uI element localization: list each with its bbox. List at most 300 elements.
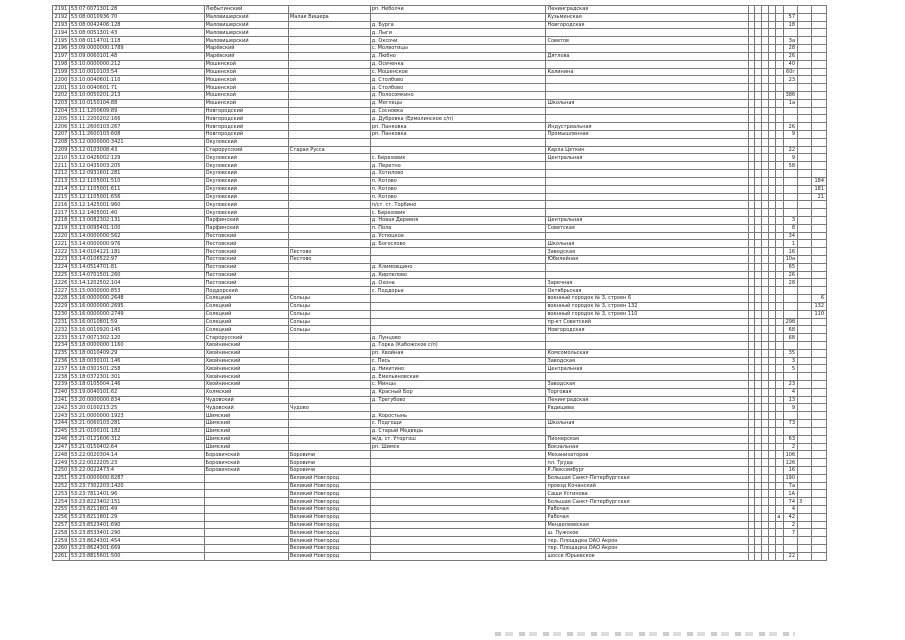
city-cell: Боровичи xyxy=(288,466,370,474)
cadastral-number-cell: 53:18:0301501:258 xyxy=(69,365,204,373)
street-cell: Большая Санкт-Петербургская xyxy=(546,474,748,482)
settlement-cell: рп. Хвойная xyxy=(370,349,546,357)
city-cell xyxy=(288,263,370,271)
extra-cell xyxy=(769,185,776,193)
district-cell: Мошенской xyxy=(204,76,288,84)
building-cell xyxy=(812,381,827,389)
cadastral-number-cell: 53:23:7302203:1420 xyxy=(69,482,204,490)
table-row xyxy=(53,177,827,185)
district-cell: Окуловский xyxy=(204,162,288,170)
cadastral-number-cell: 53:16:0000000:2749 xyxy=(69,310,204,318)
table-body xyxy=(53,6,827,561)
extra-cell xyxy=(761,506,768,514)
table-row xyxy=(53,513,827,521)
district-cell: Новгородский xyxy=(204,131,288,139)
settlement-cell xyxy=(370,474,546,482)
extra-cell xyxy=(754,29,761,37)
row-number-cell: 2247 xyxy=(53,443,70,451)
extra-cell xyxy=(798,138,812,146)
extra-cell xyxy=(761,123,768,131)
cadastral-number-cell: 53:10:0050201:213 xyxy=(69,91,204,99)
street-cell: тер. Площадка ОАО Акрон xyxy=(546,537,748,545)
building-cell xyxy=(812,271,827,279)
extra-cell xyxy=(798,185,812,193)
district-cell: Шимский xyxy=(204,412,288,420)
extra-cell xyxy=(754,521,761,529)
table-row xyxy=(53,396,827,404)
city-cell xyxy=(288,365,370,373)
extra-cell xyxy=(761,232,768,240)
street-cell: Ленинградская xyxy=(546,396,748,404)
extra-cell xyxy=(754,240,761,248)
extra-cell xyxy=(754,209,761,217)
table-row xyxy=(53,37,827,45)
extra-cell xyxy=(761,162,768,170)
extra-cell xyxy=(798,459,812,467)
extra-cell xyxy=(776,287,783,295)
extra-cell xyxy=(754,131,761,139)
extra-cell xyxy=(776,248,783,256)
settlement-cell xyxy=(370,529,546,537)
settlement-cell: д. Старый Медведь xyxy=(370,427,546,435)
extra-cell xyxy=(776,459,783,467)
table-row xyxy=(53,216,827,224)
building-cell xyxy=(812,513,827,521)
building-cell xyxy=(812,248,827,256)
street-cell xyxy=(546,60,748,68)
street-cell: Механизаторов xyxy=(546,451,748,459)
table-row xyxy=(53,201,827,209)
extra-cell xyxy=(754,490,761,498)
district-cell xyxy=(204,545,288,553)
street-cell: Советская xyxy=(546,224,748,232)
extra-cell xyxy=(754,185,761,193)
house-number-cell: 7 xyxy=(783,529,797,537)
row-number-cell: 2221 xyxy=(53,240,70,248)
extra-cell xyxy=(798,256,812,264)
extra-cell xyxy=(769,13,776,21)
house-number-cell: 9 xyxy=(783,404,797,412)
extra-cell xyxy=(769,302,776,310)
table-row xyxy=(53,334,827,342)
settlement-cell: д. Богослово xyxy=(370,240,546,248)
city-cell xyxy=(288,21,370,29)
district-cell: Солецкий xyxy=(204,302,288,310)
extra-cell xyxy=(769,209,776,217)
street-cell: Центральная xyxy=(546,365,748,373)
table-row xyxy=(53,76,827,84)
table-row xyxy=(53,45,827,53)
extra-cell xyxy=(761,256,768,264)
city-cell xyxy=(288,427,370,435)
street-cell xyxy=(546,170,748,178)
building-cell xyxy=(812,521,827,529)
city-cell xyxy=(288,396,370,404)
district-cell: Маловишерский xyxy=(204,21,288,29)
settlement-cell xyxy=(370,459,546,467)
table-row xyxy=(53,404,827,412)
cadastral-number-cell: 53:22:0022473:4 xyxy=(69,466,204,474)
settlement-cell: д. Новая Деревня xyxy=(370,216,546,224)
row-number-cell: 2201 xyxy=(53,84,70,92)
settlement-cell: д. Никитино xyxy=(370,365,546,373)
extra-cell xyxy=(776,334,783,342)
district-cell: Чудовский xyxy=(204,396,288,404)
house-number-cell: 74 xyxy=(783,498,797,506)
extra-cell xyxy=(798,412,812,420)
extra-cell xyxy=(798,146,812,154)
extra-cell xyxy=(776,177,783,185)
building-cell xyxy=(812,91,827,99)
street-cell: ш. Лужское xyxy=(546,529,748,537)
cadastral-number-cell: 53:18:0030101:146 xyxy=(69,357,204,365)
street-cell: Менделеевская xyxy=(546,521,748,529)
street-cell xyxy=(546,29,748,37)
street-cell xyxy=(546,209,748,217)
house-number-cell: 18 xyxy=(783,21,797,29)
building-cell: 6 xyxy=(812,295,827,303)
cadastral-number-cell: 53:09:0060101:48 xyxy=(69,52,204,60)
district-cell: Хвойнинский xyxy=(204,365,288,373)
street-cell: Рабочая xyxy=(546,506,748,514)
district-cell: Шимский xyxy=(204,435,288,443)
settlement-cell: д. Бурга xyxy=(370,21,546,29)
extra-cell: а xyxy=(776,513,783,521)
cadastral-number-cell: 53:12:1425001:960 xyxy=(69,201,204,209)
settlement-cell: д. Столбово xyxy=(370,76,546,84)
extra-cell xyxy=(754,91,761,99)
house-number-cell xyxy=(783,84,797,92)
extra-cell xyxy=(776,381,783,389)
extra-cell xyxy=(769,310,776,318)
settlement-cell xyxy=(370,521,546,529)
house-number-cell xyxy=(783,209,797,217)
city-cell xyxy=(288,131,370,139)
city-cell: Великий Новгород xyxy=(288,482,370,490)
settlement-cell: с. Молвотицы xyxy=(370,45,546,53)
extra-cell xyxy=(776,201,783,209)
settlement-cell: с. Поддорье xyxy=(370,287,546,295)
house-number-cell: 3а xyxy=(783,37,797,45)
extra-cell xyxy=(761,248,768,256)
extra-cell xyxy=(776,326,783,334)
building-cell: 110 xyxy=(812,310,827,318)
extra-cell xyxy=(769,107,776,115)
extra-cell xyxy=(798,388,812,396)
extra-cell xyxy=(769,490,776,498)
extra-cell xyxy=(769,506,776,514)
house-number-cell xyxy=(783,185,797,193)
extra-cell xyxy=(761,76,768,84)
extra-cell xyxy=(798,318,812,326)
extra-cell xyxy=(761,177,768,185)
extra-cell xyxy=(776,404,783,412)
cadastral-number-cell: 53:12:0931601:281 xyxy=(69,170,204,178)
street-cell xyxy=(546,373,748,381)
row-number-cell: 2255 xyxy=(53,506,70,514)
settlement-cell: д. Горка (Кабожское с/п) xyxy=(370,341,546,349)
city-cell: Великий Новгород xyxy=(288,552,370,560)
table-row xyxy=(53,373,827,381)
extra-cell xyxy=(798,552,812,560)
street-cell xyxy=(546,185,748,193)
house-number-cell: 3 xyxy=(783,216,797,224)
extra-cell xyxy=(798,310,812,318)
row-number-cell: 2238 xyxy=(53,373,70,381)
extra-cell xyxy=(769,256,776,264)
extra-cell xyxy=(754,21,761,29)
cadastral-number-cell: 53:14:0701501:260 xyxy=(69,271,204,279)
extra-cell xyxy=(769,68,776,76)
table-row xyxy=(53,232,827,240)
building-cell xyxy=(812,13,827,21)
house-number-cell: 23 xyxy=(783,381,797,389)
row-number-cell: 2199 xyxy=(53,68,70,76)
extra-cell xyxy=(761,68,768,76)
extra-cell xyxy=(754,334,761,342)
table-row xyxy=(53,326,827,334)
settlement-cell xyxy=(370,146,546,154)
city-cell xyxy=(288,68,370,76)
table-row xyxy=(53,459,827,467)
extra-cell xyxy=(776,68,783,76)
extra-cell xyxy=(769,248,776,256)
row-number-cell: 2195 xyxy=(53,37,70,45)
building-cell xyxy=(812,45,827,53)
extra-cell xyxy=(754,318,761,326)
extra-cell xyxy=(761,443,768,451)
extra-cell xyxy=(798,99,812,107)
street-cell: Новгородская xyxy=(546,326,748,334)
settlement-cell: д. Хотилово xyxy=(370,170,546,178)
building-cell: 21 xyxy=(812,193,827,201)
cadastral-number-cell: 53:14:0000000:976 xyxy=(69,240,204,248)
table-row xyxy=(53,6,827,14)
street-cell: Торговая xyxy=(546,388,748,396)
extra-cell xyxy=(754,381,761,389)
cadastral-number-cell: 53:23:7811401:96 xyxy=(69,490,204,498)
extra-cell xyxy=(798,404,812,412)
street-cell: Большая Санкт-Петербургская xyxy=(546,498,748,506)
extra-cell xyxy=(769,552,776,560)
cadastral-number-cell: 53:23:8624301:669 xyxy=(69,545,204,553)
house-number-cell: 23 xyxy=(783,76,797,84)
street-cell xyxy=(546,107,748,115)
street-cell: пр-кт Советский xyxy=(546,318,748,326)
extra-cell xyxy=(776,466,783,474)
house-number-cell xyxy=(783,177,797,185)
extra-cell xyxy=(761,131,768,139)
building-cell xyxy=(812,443,827,451)
settlement-cell: с. Березовик xyxy=(370,154,546,162)
extra-cell xyxy=(798,545,812,553)
extra-cell xyxy=(754,302,761,310)
cadastral-number-cell: 53:08:0010936:70 xyxy=(69,13,204,21)
district-cell: Солецкий xyxy=(204,310,288,318)
extra-cell xyxy=(776,115,783,123)
extra-cell xyxy=(754,341,761,349)
row-number-cell: 2219 xyxy=(53,224,70,232)
building-cell: 132 xyxy=(812,302,827,310)
extra-cell xyxy=(754,263,761,271)
extra-cell xyxy=(798,326,812,334)
extra-cell xyxy=(769,396,776,404)
row-number-cell: 2223 xyxy=(53,256,70,264)
extra-cell xyxy=(761,170,768,178)
extra-cell xyxy=(761,420,768,428)
house-number-cell: 2 xyxy=(783,443,797,451)
cadastral-number-cell: 53:11:2600103:608 xyxy=(69,131,204,139)
cadastral-number-cell: 53:20:0000000:834 xyxy=(69,396,204,404)
extra-cell xyxy=(769,29,776,37)
row-number-cell: 2204 xyxy=(53,107,70,115)
row-number-cell: 2256 xyxy=(53,513,70,521)
cadastral-number-cell: 53:22:0020304:14 xyxy=(69,451,204,459)
city-cell xyxy=(288,349,370,357)
extra-cell xyxy=(776,271,783,279)
city-cell: Пестово xyxy=(288,248,370,256)
cadastral-number-cell: 53:21:0121606:312 xyxy=(69,435,204,443)
city-cell xyxy=(288,115,370,123)
extra-cell xyxy=(754,365,761,373)
table-row xyxy=(53,466,827,474)
extra-cell xyxy=(769,545,776,553)
district-cell: Шимский xyxy=(204,427,288,435)
house-number-cell: 190 xyxy=(783,474,797,482)
extra-cell xyxy=(776,45,783,53)
extra-cell xyxy=(776,552,783,560)
extra-cell xyxy=(769,177,776,185)
district-cell: Любытинский xyxy=(204,6,288,14)
street-cell xyxy=(546,271,748,279)
street-cell xyxy=(546,341,748,349)
house-number-cell: 9 xyxy=(783,154,797,162)
extra-cell xyxy=(754,412,761,420)
settlement-cell: д. Оксочи xyxy=(370,37,546,45)
city-cell xyxy=(288,435,370,443)
extra-cell xyxy=(761,279,768,287)
street-cell xyxy=(546,138,748,146)
city-cell xyxy=(288,381,370,389)
extra-cell xyxy=(761,521,768,529)
street-cell: Центральная xyxy=(546,216,748,224)
extra-cell xyxy=(776,60,783,68)
cadastral-number-cell: 53:10:0040601:110 xyxy=(69,76,204,84)
extra-cell xyxy=(754,545,761,553)
street-cell: Калинина xyxy=(546,68,748,76)
house-number-cell: 8 xyxy=(783,224,797,232)
extra-cell xyxy=(761,154,768,162)
house-number-cell: 28 xyxy=(783,45,797,53)
table-row xyxy=(53,521,827,529)
extra-cell xyxy=(761,451,768,459)
building-cell xyxy=(812,279,827,287)
extra-cell xyxy=(776,451,783,459)
extra-cell xyxy=(754,310,761,318)
extra-cell xyxy=(798,91,812,99)
row-number-cell: 2234 xyxy=(53,341,70,349)
house-number-cell xyxy=(783,545,797,553)
cadastral-number-cell: 53:08:0114701:118 xyxy=(69,37,204,45)
extra-cell xyxy=(761,271,768,279)
extra-cell xyxy=(769,373,776,381)
table-row xyxy=(53,248,827,256)
district-cell: Окуловский xyxy=(204,177,288,185)
extra-cell xyxy=(761,466,768,474)
scan-artifact xyxy=(495,632,795,636)
settlement-cell: п. Котово xyxy=(370,177,546,185)
extra-cell xyxy=(761,334,768,342)
extra-cell xyxy=(769,91,776,99)
district-cell: Солецкий xyxy=(204,326,288,334)
table-row xyxy=(53,99,827,107)
extra-cell xyxy=(761,6,768,14)
district-cell: Боровичский xyxy=(204,466,288,474)
street-cell: пл. Труда xyxy=(546,459,748,467)
row-number-cell: 2241 xyxy=(53,396,70,404)
extra-cell xyxy=(754,256,761,264)
row-number-cell: 2237 xyxy=(53,365,70,373)
district-cell: Солецкий xyxy=(204,318,288,326)
table-row xyxy=(53,185,827,193)
extra-cell xyxy=(776,357,783,365)
extra-cell xyxy=(798,373,812,381)
house-number-cell xyxy=(783,115,797,123)
table-row xyxy=(53,412,827,420)
extra-cell xyxy=(798,427,812,435)
table-row xyxy=(53,146,827,154)
building-cell xyxy=(812,170,827,178)
settlement-cell: д. Охона xyxy=(370,279,546,287)
row-number-cell: 2193 xyxy=(53,21,70,29)
building-cell xyxy=(812,506,827,514)
extra-cell xyxy=(798,513,812,521)
settlement-cell xyxy=(370,295,546,303)
district-cell: Старорусский xyxy=(204,334,288,342)
street-cell: Заречная xyxy=(546,279,748,287)
settlement-cell: рп. Неболчи xyxy=(370,6,546,14)
house-number-cell: 10а xyxy=(783,256,797,264)
extra-cell xyxy=(769,427,776,435)
extra-cell xyxy=(769,466,776,474)
extra-cell xyxy=(769,498,776,506)
district-cell: Пестовский xyxy=(204,240,288,248)
street-cell: Вокзальная xyxy=(546,443,748,451)
building-cell xyxy=(812,498,827,506)
district-cell: Хвойнинский xyxy=(204,357,288,365)
settlement-cell: д. Лунцово xyxy=(370,334,546,342)
district-cell: Хвойнинский xyxy=(204,341,288,349)
extra-cell xyxy=(761,138,768,146)
extra-cell xyxy=(761,216,768,224)
house-number-cell: 58 xyxy=(783,162,797,170)
extra-cell xyxy=(769,341,776,349)
street-cell: Школьная xyxy=(546,240,748,248)
street-cell: Р.Люксембург xyxy=(546,466,748,474)
extra-cell xyxy=(754,76,761,84)
extra-cell xyxy=(769,279,776,287)
house-number-cell xyxy=(783,107,797,115)
extra-cell xyxy=(769,154,776,162)
settlement-cell: с. Минцы xyxy=(370,381,546,389)
extra-cell xyxy=(776,185,783,193)
extra-cell xyxy=(769,138,776,146)
extra-cell xyxy=(798,506,812,514)
extra-cell xyxy=(761,295,768,303)
extra-cell xyxy=(776,232,783,240)
extra-cell xyxy=(798,177,812,185)
building-cell xyxy=(812,552,827,560)
